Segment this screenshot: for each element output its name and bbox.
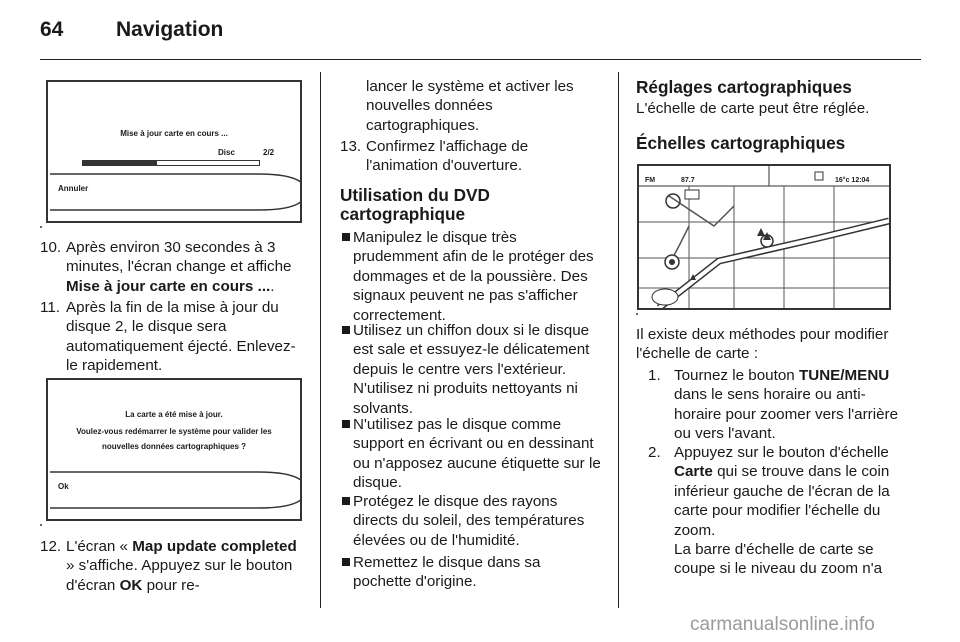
step-number: 1. [648,367,661,384]
step-number: 12. [40,538,62,555]
progress-message: Mise à jour carte en cours ... [120,129,228,138]
step-13 [340,137,602,177]
step-10 [40,238,302,298]
page-number: 64 [40,18,64,41]
step-text: Après la fin de la mise à jour du disque 2, le disque sera automatiquement éjecté. Enlevez-le rapidement. [66,299,296,375]
bullet-marker [342,558,350,566]
step-text: L'écran « Map update completed » s'affiche. Appuyez sur le bouton d'écran OK pour re- [66,538,297,594]
disc-label: Disc [218,148,235,157]
step-11 [40,298,302,378]
step-number: 2. [648,444,661,461]
step-text: Confirmez l'affichage de l'animation d'ouverture. [366,138,529,175]
bullet-item: Manipulez le disque très prudemment afin de le protéger des dommages et de la poussière. Des signaux peuvent ne pas s'afficher correctement. [340,228,602,308]
page-title: Navigation [116,18,224,41]
bullet-marker [342,420,350,428]
radio-frequency: 87.7 [681,177,695,184]
ok-button-outline [48,380,300,519]
section-heading-map-scales: Échelles cartographiques [636,133,846,153]
bullet-marker [342,233,350,241]
method-2-continued: La barre d'échelle de carte se coupe si le niveau du zoom n'a [674,541,883,578]
method-2 [648,443,904,543]
watermark: carmanualsonline.info [690,614,875,635]
disc-count: 2/2 [263,148,275,157]
bullet-item: Utilisez un chiffon doux si le disque est sale et essuyez-le délicatement depuis le centre vers l'extérieur. N'utilisez ni produits nettoyants ni solvants. [340,321,602,401]
figure-mark [636,313,638,315]
complete-line-3: nouvelles données cartographiques ? [101,442,247,451]
step-text: Appuyez sur le bouton d'échelle Carte qui se trouve dans le coin inférieur gauche de l'écran de la carte pour modifier l'échelle du zoom. [674,444,890,539]
method-1 [648,366,904,446]
column-divider-1 [320,72,321,608]
figure-mark [40,524,42,526]
methods-paragraph: Il existe deux méthodes pour modifier l'échelle de carte : [636,326,889,363]
step-12-continued: lancer le système et activer les nouvelles données cartographiques. [366,78,574,134]
annuler-button[interactable]: Annuler [58,184,89,193]
bullet-marker [342,326,350,334]
complete-line-1: La carte a été mise à jour. [125,410,223,419]
bullet-item: Remettez le disque dans sa pochette d'origine. [340,553,602,593]
step-text: Tournez le bouton TUNE/MENU dans le sens horaire ou anti-horaire pour zoomer vers l'arrière ou vers l'avant. [674,367,899,443]
bullet-item: Protégez le disque des rayons directs du soleil, des températures élevées ou de l'humidité. [340,492,602,552]
section-heading-map-settings: Réglages cartographiques [636,77,852,97]
map-screen [637,164,891,310]
ok-button[interactable]: Ok [58,482,69,491]
update-progress-screen [46,80,302,223]
step-text: Après environ 30 secondes à 3 minutes, l'écran change et affiche Mise à jour carte en cours .... [66,239,292,295]
annuler-button-outline [48,82,300,221]
header-rule [40,59,921,60]
column-divider-2 [618,72,619,608]
complete-line-2: Voulez-vous redémarrer le système pour valider les [76,427,272,436]
update-complete-screen [46,378,302,521]
step-number: 13. [340,138,362,155]
bullet-marker [342,497,350,505]
bullet-item: N'utilisez pas le disque comme support en écrivant ou en dessinant ou n'apposez aucune étiquette sur le disque. [340,415,602,495]
radio-band: FM [645,177,656,184]
step-number: 11. [40,299,60,316]
figure-mark [40,226,42,228]
intro-text: L'échelle de carte peut être réglée. [636,100,870,117]
section-heading-dvd: Utilisation du DVD cartographique [340,185,490,224]
temperature-clock: 16°c 12:04 [835,177,870,184]
step-12 [40,537,302,597]
step-number: 10. [40,239,62,256]
